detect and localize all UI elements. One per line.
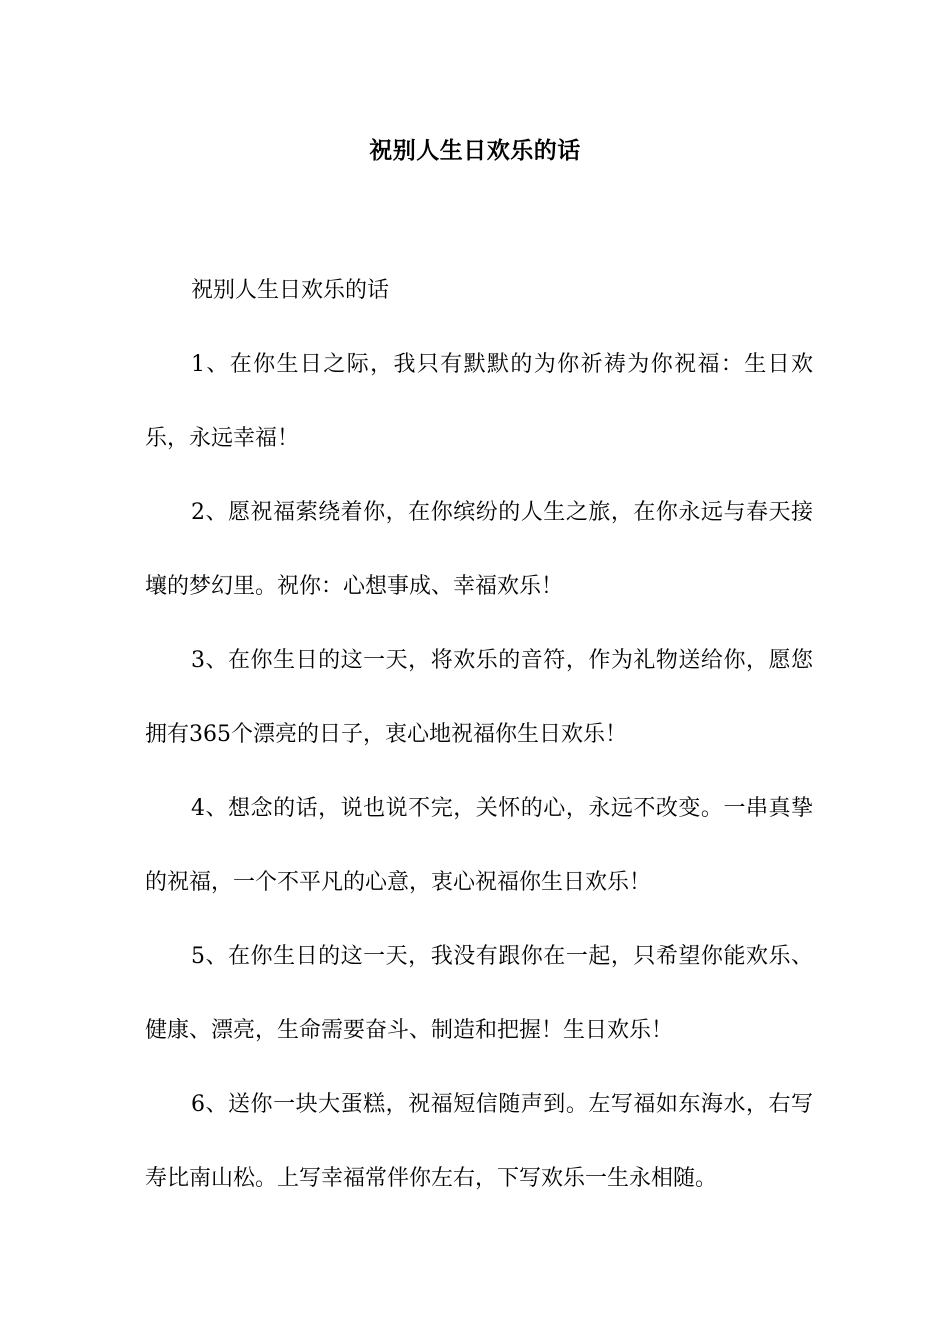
document-title: 祝别人生日欢乐的话 — [369, 138, 581, 164]
paragraph-2: 2、愿祝福萦绕着你，在你缤纷的人生之旅，在你永远与春天接壤的梦幻里。祝你：心想事成、幸福欢乐！ — [145, 500, 813, 599]
paragraph-5: 5、在你生日的这一天，我没有跟你在一起，只希望你能欢乐、健康、漂亮，生命需要奋斗、制造和把握！生日欢乐！ — [145, 944, 813, 1043]
paragraph-6: 6、送你一块大蛋糕，祝福短信随声到。左写福如东海水，右写寿比南山松。上写幸福常伴你左右，下写欢乐一生永相随。 — [145, 1092, 813, 1191]
paragraph-3: 3、在你生日的这一天，将欢乐的音符，作为礼物送给你，愿您拥有365个漂亮的日子，衷心地祝福你生日欢乐！ — [145, 648, 813, 747]
paragraph-1: 1、在你生日之际，我只有默默的为你祈祷为你祝福：生日欢乐，永远幸福！ — [145, 352, 813, 451]
document-body — [145, 254, 813, 1216]
paragraph-heading: 祝别人生日欢乐的话 — [191, 278, 390, 303]
paragraph-4: 4、想念的话，说也说不完，关怀的心，永远不改变。一串真挚的祝福，一个不平凡的心意，衷心祝福你生日欢乐！ — [145, 796, 813, 895]
